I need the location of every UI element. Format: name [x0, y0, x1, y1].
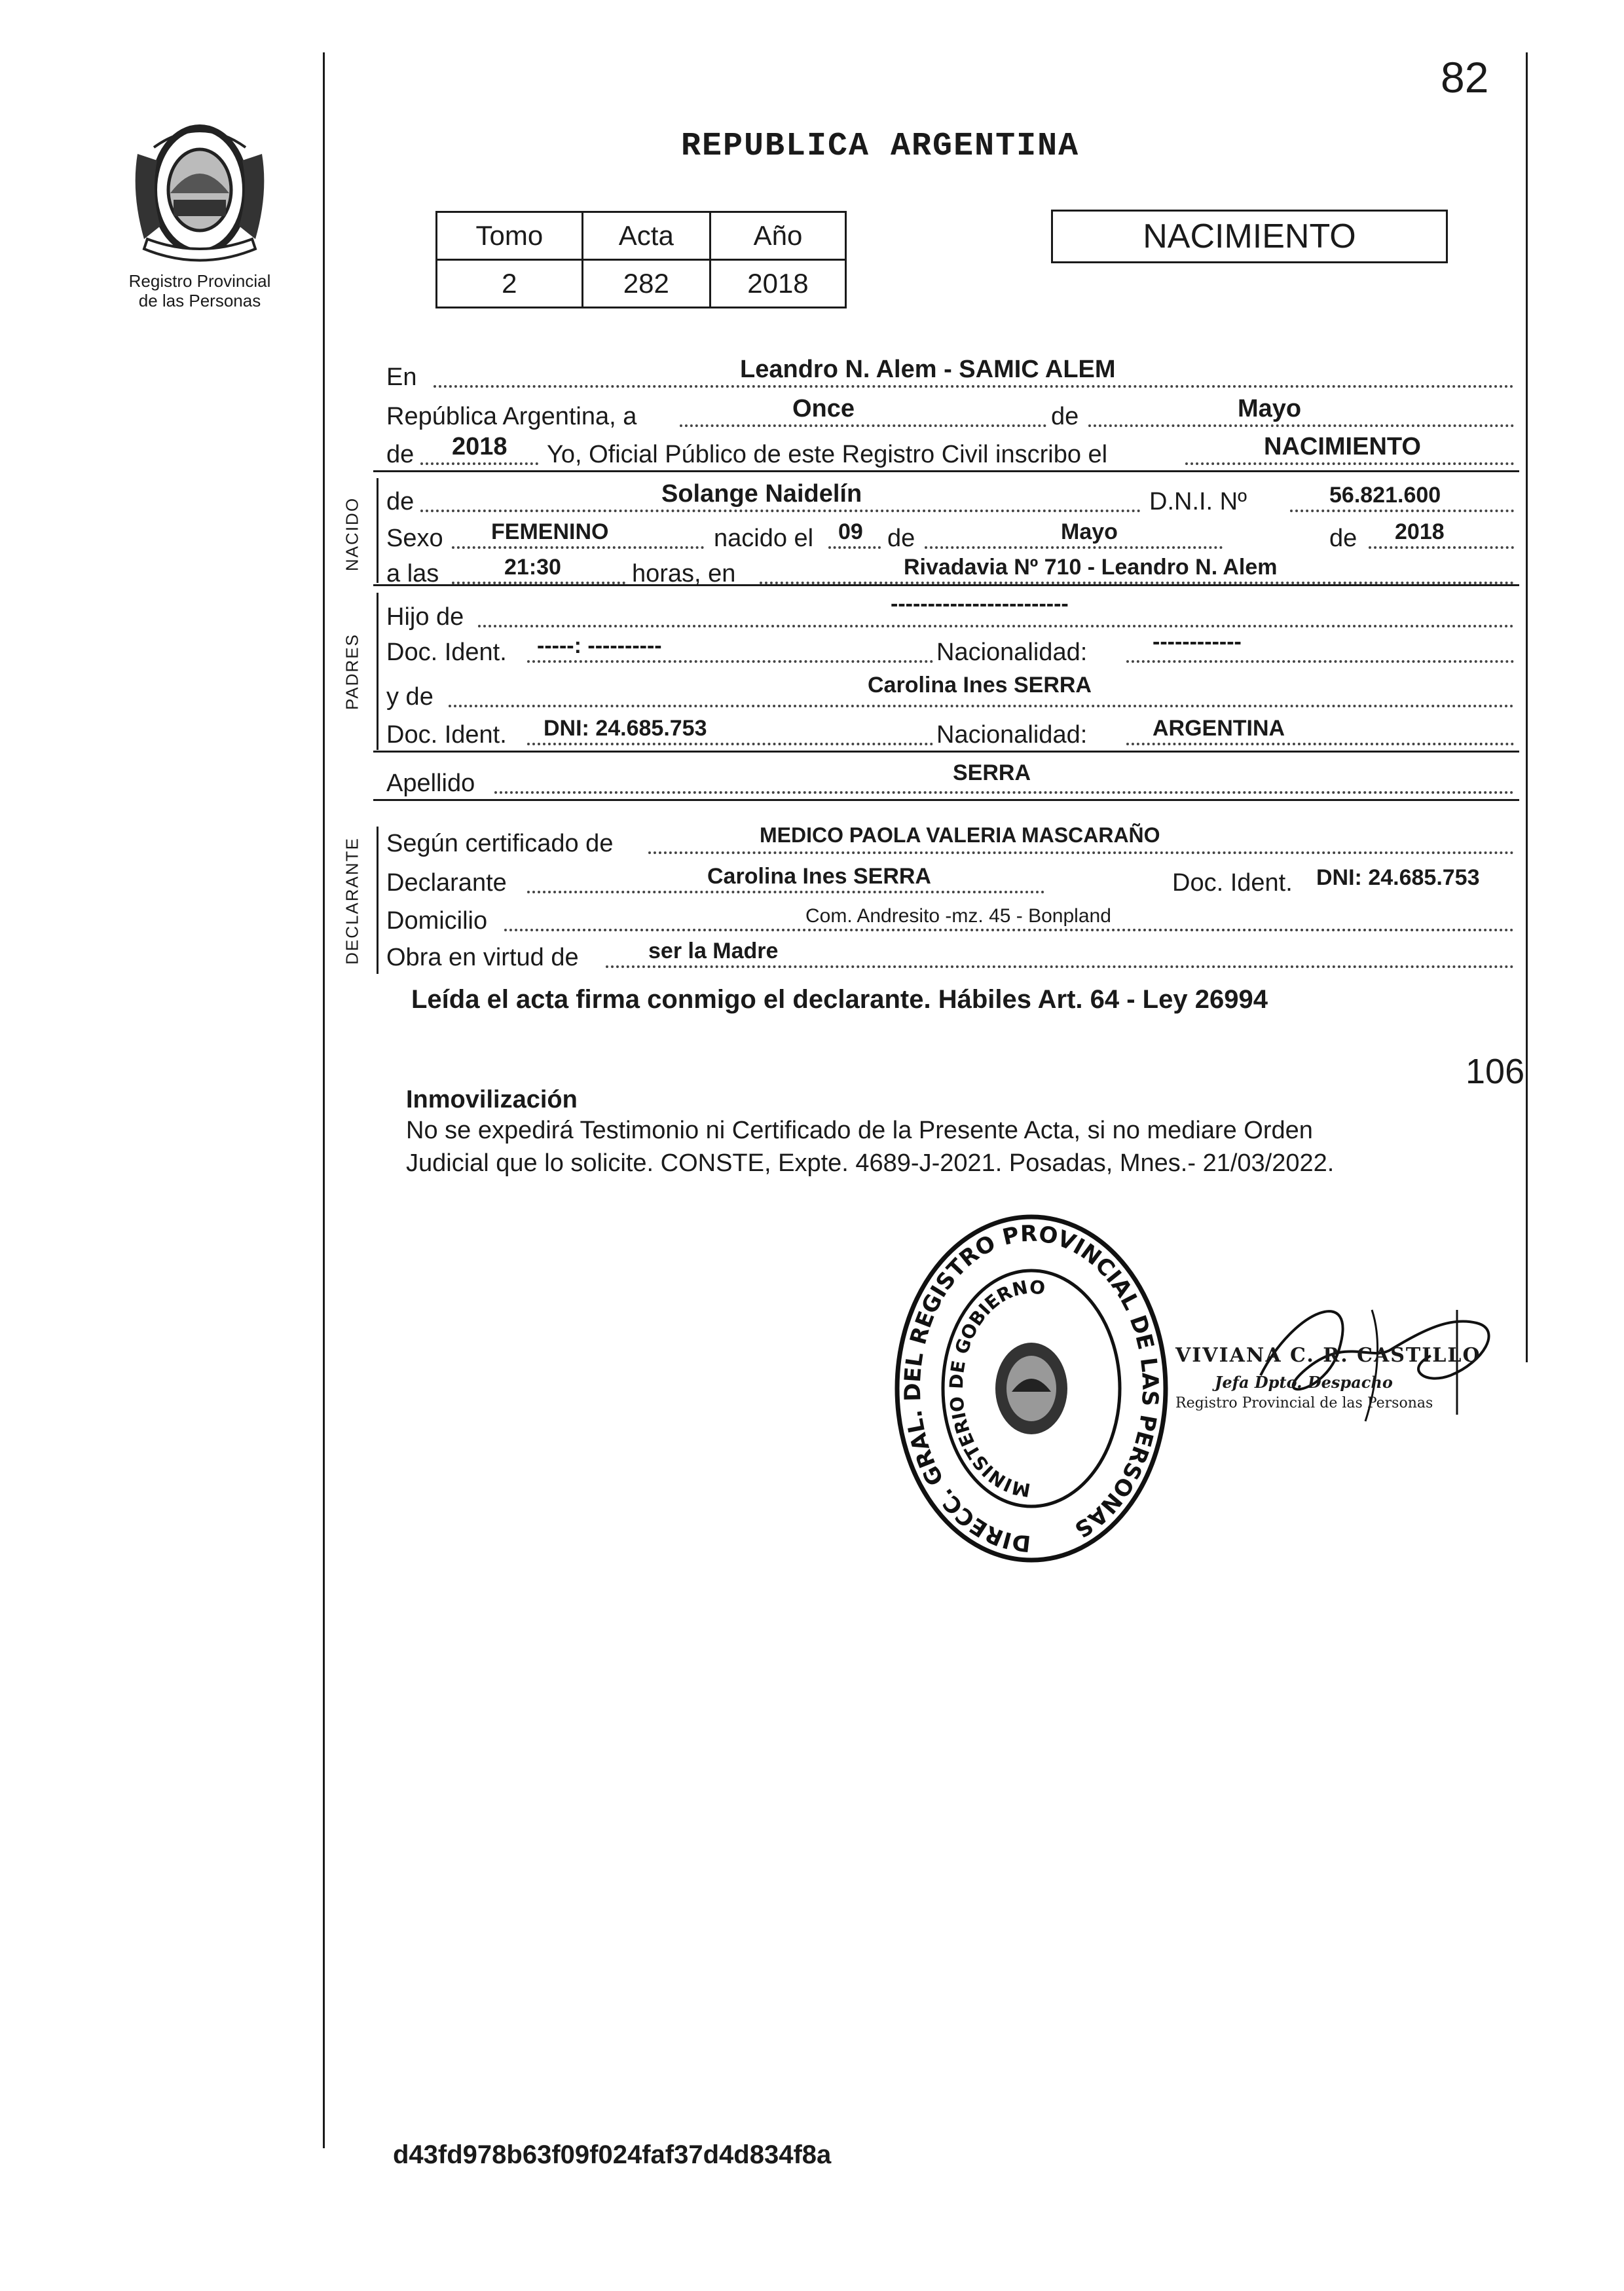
signer-name: VIVIANA C. R. CASTILLO [1175, 1344, 1481, 1367]
bracket-declarante [377, 827, 378, 974]
registry-label-line1: Registro Provincial [128, 271, 271, 291]
hijo-label: Hijo de [386, 603, 464, 631]
official-stamp [887, 1202, 1175, 1569]
dia-dots [680, 424, 1046, 427]
mes-value: Mayo [1238, 395, 1302, 422]
nac-mes-dots [925, 546, 1223, 549]
inscribo-dots [1185, 462, 1514, 465]
lugar-value: Rivadavia Nº 710 - Leandro N. Alem [904, 555, 1278, 580]
anio-dots [420, 462, 538, 465]
inscribo-value: NACIMIENTO [1264, 433, 1421, 460]
stamp-inner-text: MINISTERIO DE GOBIERNO [945, 1276, 1046, 1501]
page-number-top: 82 [1441, 53, 1489, 102]
declarante-label: Declarante [386, 869, 507, 897]
obra-dots [606, 965, 1514, 968]
hora-dots [452, 582, 625, 584]
declarante-dots [527, 891, 1044, 893]
provincial-emblem [124, 115, 275, 272]
row-obra [386, 938, 1519, 972]
sexo-value: FEMENINO [491, 519, 609, 544]
note-line-1: No se expedirá Testimonio ni Certificado de la Presente Acta, si no mediare Orden [406, 1117, 1313, 1144]
register-table [435, 211, 847, 308]
certificado-label: Según certificado de [386, 830, 614, 857]
signer-role: Jefa Dpto. Despacho [1215, 1373, 1393, 1392]
row-madre [386, 673, 1519, 711]
doc2-dots [527, 743, 933, 745]
en-label: En [386, 363, 417, 391]
hijo-dots [478, 625, 1514, 627]
nombre-value: Solange Naidelín [661, 480, 862, 508]
signature-block [1175, 1271, 1516, 1467]
signer-office: Registro Provincial de las Personas [1175, 1395, 1433, 1411]
value-acta: 282 [582, 260, 710, 308]
nac-mes-value: Mayo [1061, 519, 1118, 544]
de2-label: de [386, 441, 415, 468]
side-label-nacido: NACIDO [342, 496, 362, 572]
en-dots [434, 385, 1514, 388]
register-table-value-row [437, 260, 846, 308]
header-acta: Acta [582, 212, 710, 260]
apellido-value: SERRA [953, 760, 1031, 785]
closing-line: Leída el acta firma conmigo el declarante. Hábiles Art. 64 - Ley 26994 [411, 985, 1268, 1014]
side-label-declarante: DECLARANTE [342, 837, 362, 965]
doc1-dots [527, 660, 933, 663]
handwritten-signature [1175, 1271, 1516, 1467]
row-hijo [386, 591, 1519, 631]
sexo-label: Sexo [386, 525, 443, 552]
yde-label: y de [386, 683, 434, 711]
doc3-label: Doc. Ident. [1172, 869, 1293, 897]
row-fecha-inscripcion [386, 397, 1519, 431]
separator-apellido-end [373, 799, 1519, 801]
oficial-label: Yo, Oficial Público de este Registro Civil inscribo el [547, 441, 1108, 468]
de3-label: de [386, 488, 415, 515]
doc1-value: -----: ---------- [537, 633, 662, 658]
note-line-2: Judicial que lo solicite. CONSTE, Expte. 4689-J-2021. Posadas, Mnes.- 21/03/2022. [406, 1149, 1335, 1177]
doc2-value: DNI: 24.685.753 [544, 716, 707, 741]
row-doc-padre [386, 629, 1519, 667]
madre-value: Carolina Ines SERRA [868, 673, 1092, 698]
bracket-nacido [377, 478, 378, 583]
domicilio-value: Com. Andresito -mz. 45 - Bonpland [805, 905, 1111, 927]
de-label: de [1051, 403, 1079, 430]
row-certificado [386, 824, 1519, 858]
madre-dots [449, 705, 1514, 707]
row-hora-lugar [386, 554, 1519, 588]
dni-dots [1290, 510, 1514, 512]
value-anio: 2018 [710, 260, 845, 308]
de5-label: de [1329, 525, 1357, 552]
nac2-value: ARGENTINA [1153, 716, 1285, 741]
hijo-value: ------------------------ [891, 591, 1069, 616]
row-domicilio [386, 901, 1519, 935]
note-heading: Inmovilización [406, 1086, 578, 1113]
nacido-label: nacido el [714, 525, 814, 552]
right-margin-rule [1526, 52, 1528, 1362]
horas-label: horas, en [632, 560, 736, 587]
value-tomo: 2 [437, 260, 583, 308]
dni-value: 56.821.600 [1329, 483, 1441, 508]
anio-value: 2018 [452, 433, 507, 460]
page-number-lower: 106 [1466, 1052, 1525, 1091]
en-value: Leandro N. Alem - SAMIC ALEM [740, 356, 1116, 383]
side-label-padres: PADRES [342, 633, 362, 710]
registry-label-line2: de las Personas [138, 291, 261, 310]
separator-nacido [373, 470, 1519, 472]
header-tomo: Tomo [437, 212, 583, 260]
dia-value: Once [792, 395, 855, 422]
obra-value: ser la Madre [648, 939, 779, 963]
doc3-value: DNI: 24.685.753 [1316, 865, 1480, 890]
nac-anio-value: 2018 [1395, 519, 1445, 544]
de4-label: de [887, 525, 915, 552]
bracket-padres [377, 593, 378, 750]
nac2-dots [1126, 743, 1514, 745]
nac2-label: Nacionalidad: [936, 721, 1088, 749]
nombre-dots [420, 510, 1141, 512]
stamp-ring-text: DIRECC. GRAL. DEL REGISTRO PROVINCIAL DE LAS PERSONAS [899, 1220, 1164, 1557]
page-title: REPUBLICA ARGENTINA [681, 128, 1080, 165]
left-margin-rule [323, 52, 325, 2148]
dni-label: D.N.I. Nº [1149, 488, 1247, 515]
certificado-value: MEDICO PAOLA VALERIA MASCARAÑO [760, 823, 1160, 847]
row-doc-madre [386, 715, 1519, 749]
stamp-emblem [995, 1343, 1067, 1434]
domicilio-label: Domicilio [386, 907, 488, 935]
nac-dia-value: 09 [838, 519, 863, 544]
doc1-label: Doc. Ident. [386, 639, 507, 666]
row-oficial [386, 435, 1519, 469]
act-kind-box: NACIMIENTO [1051, 210, 1448, 263]
declarante-value: Carolina Ines SERRA [707, 864, 931, 889]
document-hash: d43fd978b63f09f024faf37d4d834f8a [393, 2140, 832, 2169]
nac1-value: ------------ [1153, 629, 1242, 654]
registry-label [108, 271, 291, 310]
sexo-dots [452, 546, 704, 549]
separator-apellido [373, 751, 1519, 753]
row-sexo [386, 519, 1519, 553]
nac-anio-dots [1369, 546, 1514, 549]
nac1-label: Nacionalidad: [936, 639, 1088, 666]
apellido-label: Apellido [386, 770, 475, 797]
republica-label: República Argentina, a [386, 403, 637, 430]
nac1-dots [1126, 660, 1514, 663]
row-en [386, 358, 1519, 392]
header-anio: Año [710, 212, 845, 260]
register-table-header-row [437, 212, 846, 260]
note-block [406, 1086, 1519, 1180]
apellido-dots [494, 791, 1514, 794]
row-declarante [386, 863, 1519, 897]
mes-dots [1088, 424, 1514, 427]
domicilio-dots [504, 929, 1514, 931]
doc2-label: Doc. Ident. [386, 721, 507, 749]
lugar-dots [760, 582, 1514, 584]
obra-label: Obra en virtud de [386, 944, 579, 971]
row-apellido [386, 760, 1519, 798]
certificado-dots [648, 851, 1514, 854]
row-nombre [386, 482, 1519, 516]
hora-value: 21:30 [504, 555, 561, 580]
alas-label: a las [386, 560, 439, 587]
nac-dia-dots [828, 546, 881, 549]
